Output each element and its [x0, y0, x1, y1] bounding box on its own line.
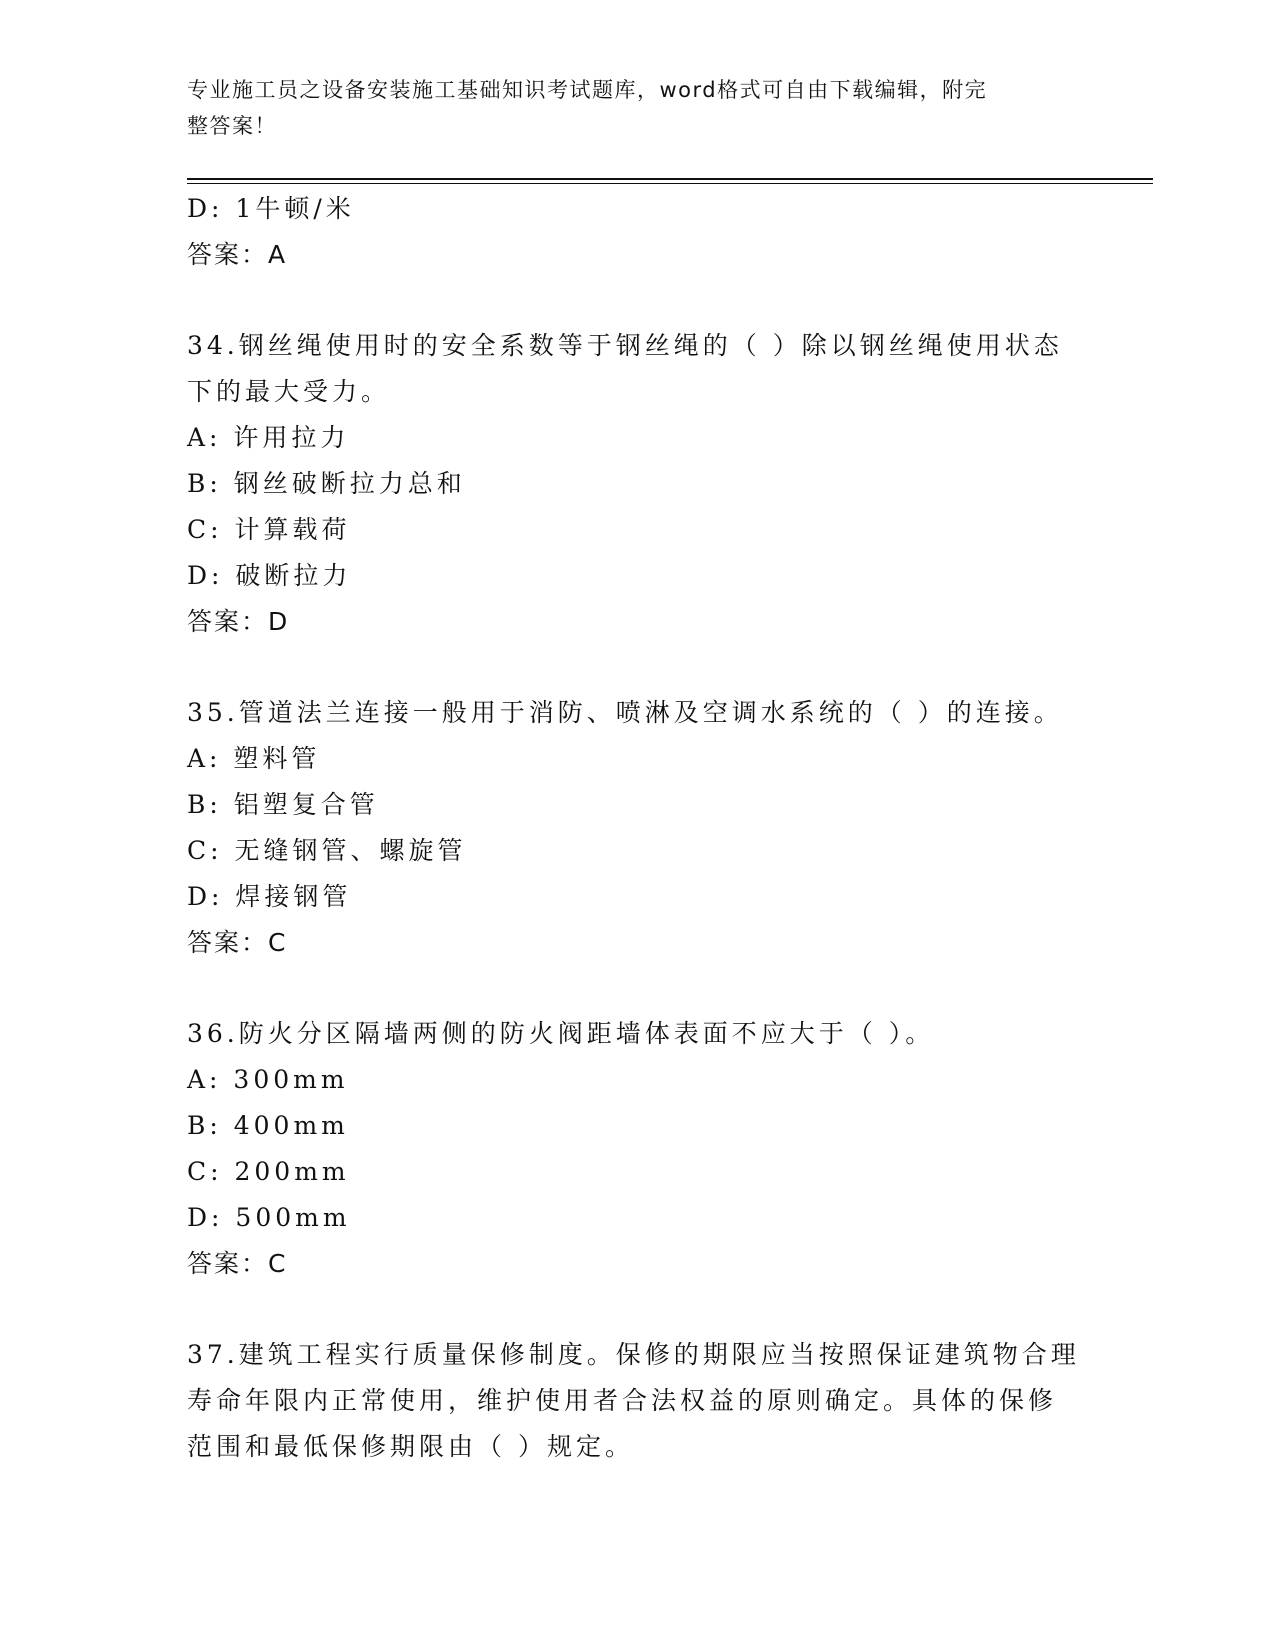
header-rule-thin: [187, 183, 1153, 184]
header-line-1: 专业施工员之设备安装施工基础知识考试题库，word格式可自由下载编辑，附完: [187, 78, 988, 102]
document-body: [187, 186, 1087, 1470]
spacer: [187, 645, 1087, 690]
option-d: D: 焊接钢管: [187, 882, 352, 911]
spacer: [187, 966, 1087, 1011]
option-c: C: 无缝钢管、螺旋管: [187, 836, 467, 865]
option-a: A: 塑料管: [187, 744, 321, 773]
answer-line: 答案：C: [187, 1249, 288, 1278]
question-text-line: 寿命年限内正常使用，维护使用者合法权益的原则确定。具体的保修: [187, 1386, 1058, 1415]
option-c: C: 200mm: [187, 1157, 350, 1186]
question-37: [187, 1332, 1087, 1470]
option-d: D: 破断拉力: [187, 561, 352, 590]
question-text-line: 34.钢丝绳使用时的安全系数等于钢丝绳的（ ）除以钢丝绳使用状态: [187, 331, 1063, 360]
question-35: [187, 690, 1087, 966]
question-text-line: 范围和最低保修期限由（ ）规定。: [187, 1432, 634, 1461]
option-a: A: 300mm: [187, 1065, 349, 1094]
option-d: D: 500mm: [187, 1203, 351, 1232]
option-b: B: 400mm: [187, 1111, 349, 1140]
question-text-line: 35.管道法兰连接一般用于消防、喷淋及空调水系统的（ ）的连接。: [187, 698, 1063, 727]
answer-line: 答案：A: [187, 240, 288, 269]
option-a: A: 许用拉力: [187, 423, 350, 452]
option-b: B: 钢丝破断拉力总和: [187, 469, 466, 498]
header-line-2: 整答案！: [187, 114, 277, 138]
option-b: B: 铝塑复合管: [187, 790, 379, 819]
question-text-line: 36.防火分区隔墙两侧的防火阀距墙体表面不应大于（ ）。: [187, 1019, 935, 1048]
question-text-line: 下的最大受力。: [187, 377, 391, 406]
question-34: [187, 323, 1087, 645]
answer-line: 答案：D: [187, 607, 290, 636]
option-c: C: 计算载荷: [187, 515, 351, 544]
question-text-line: 37.建筑工程实行质量保修制度。保修的期限应当按照保证建筑物合理: [187, 1340, 1080, 1369]
spacer: [187, 1287, 1087, 1332]
spacer: [187, 278, 1087, 323]
answer-line: 答案：C: [187, 928, 288, 957]
header-rule-thick: [187, 178, 1153, 180]
question-36: [187, 1011, 1087, 1287]
document-header: [187, 72, 1067, 144]
option-d: D: 1牛顿/米: [187, 194, 355, 223]
